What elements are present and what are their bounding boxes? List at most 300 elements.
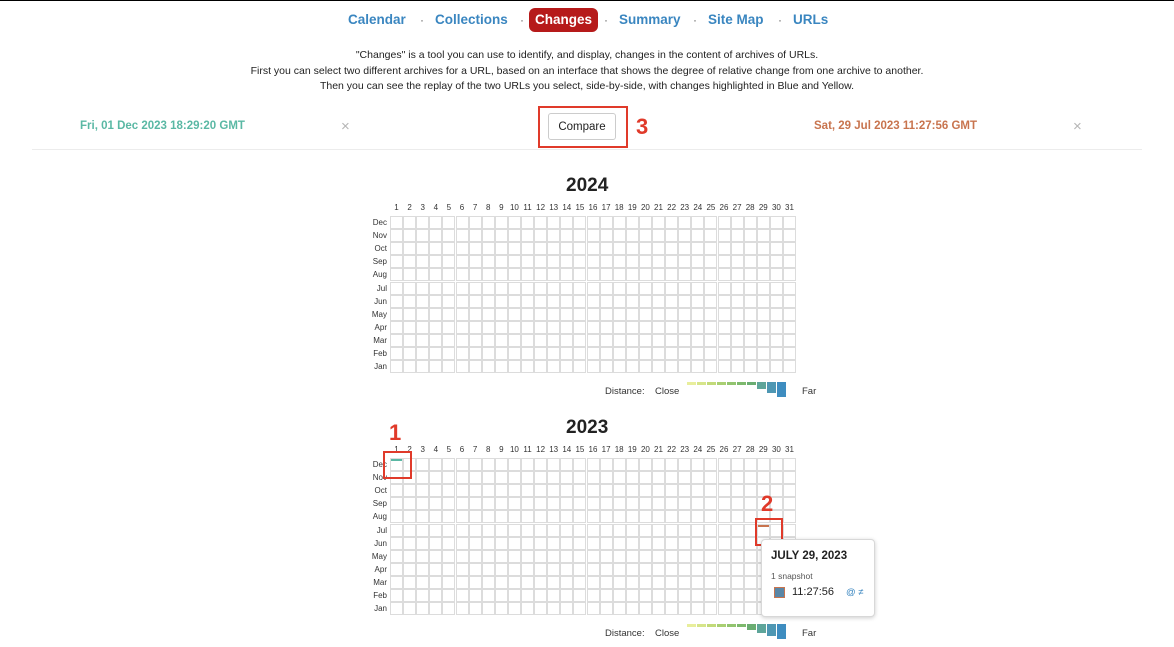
day-cell[interactable] — [416, 458, 429, 471]
day-cell[interactable] — [547, 229, 560, 242]
day-cell[interactable] — [691, 334, 704, 347]
day-cell[interactable] — [482, 576, 495, 589]
day-cell[interactable] — [495, 484, 508, 497]
day-cell[interactable] — [521, 563, 534, 576]
day-cell[interactable] — [521, 268, 534, 281]
day-cell[interactable] — [469, 563, 482, 576]
day-cell[interactable] — [639, 537, 652, 550]
day-cell[interactable] — [613, 229, 626, 242]
day-cell[interactable] — [416, 334, 429, 347]
day-cell[interactable] — [442, 308, 455, 321]
day-cell[interactable] — [469, 602, 482, 615]
day-cell[interactable] — [652, 471, 665, 484]
day-cell[interactable] — [534, 602, 547, 615]
day-cell[interactable] — [534, 268, 547, 281]
day-cell[interactable] — [731, 321, 744, 334]
day-cell[interactable] — [613, 268, 626, 281]
day-cell[interactable] — [390, 216, 403, 229]
day-cell[interactable] — [744, 563, 757, 576]
day-cell[interactable] — [573, 308, 586, 321]
day-cell[interactable] — [665, 458, 678, 471]
day-cell[interactable] — [718, 563, 731, 576]
day-cell[interactable] — [442, 334, 455, 347]
compare-button[interactable]: Compare — [548, 113, 616, 140]
day-cell[interactable] — [600, 484, 613, 497]
day-cell[interactable] — [456, 229, 469, 242]
day-cell[interactable] — [534, 497, 547, 510]
day-cell[interactable] — [600, 229, 613, 242]
day-cell[interactable] — [560, 484, 573, 497]
day-cell[interactable] — [783, 229, 796, 242]
day-cell[interactable] — [482, 602, 495, 615]
day-cell[interactable] — [390, 589, 403, 602]
day-cell[interactable] — [403, 497, 416, 510]
day-cell[interactable] — [691, 497, 704, 510]
day-cell[interactable] — [626, 471, 639, 484]
day-cell[interactable] — [521, 510, 534, 523]
day-cell[interactable] — [573, 537, 586, 550]
day-cell[interactable] — [495, 242, 508, 255]
day-cell[interactable] — [587, 550, 600, 563]
day-cell[interactable] — [665, 524, 678, 537]
day-cell[interactable] — [442, 576, 455, 589]
day-cell[interactable] — [783, 510, 796, 523]
day-cell[interactable] — [718, 282, 731, 295]
day-cell[interactable] — [547, 471, 560, 484]
day-cell[interactable] — [573, 497, 586, 510]
day-cell[interactable] — [403, 563, 416, 576]
day-cell[interactable] — [429, 321, 442, 334]
day-cell[interactable] — [456, 471, 469, 484]
day-cell[interactable] — [652, 242, 665, 255]
day-cell[interactable] — [731, 268, 744, 281]
day-cell[interactable] — [613, 550, 626, 563]
day-cell[interactable] — [560, 282, 573, 295]
day-cell[interactable] — [495, 268, 508, 281]
day-cell[interactable] — [718, 255, 731, 268]
day-cell[interactable] — [469, 255, 482, 268]
day-cell[interactable] — [560, 497, 573, 510]
day-cell[interactable] — [390, 321, 403, 334]
day-cell[interactable] — [704, 602, 717, 615]
day-cell[interactable] — [442, 229, 455, 242]
day-cell[interactable] — [783, 471, 796, 484]
day-cell[interactable] — [744, 268, 757, 281]
day-cell[interactable] — [390, 484, 403, 497]
day-cell[interactable] — [587, 282, 600, 295]
day-cell[interactable] — [639, 563, 652, 576]
day-cell[interactable] — [547, 360, 560, 373]
day-cell[interactable] — [469, 537, 482, 550]
day-cell[interactable] — [521, 360, 534, 373]
day-cell[interactable] — [704, 295, 717, 308]
day-cell[interactable] — [495, 308, 508, 321]
day-cell[interactable] — [704, 484, 717, 497]
day-cell[interactable] — [482, 524, 495, 537]
day-cell[interactable] — [626, 282, 639, 295]
day-cell[interactable] — [573, 321, 586, 334]
day-cell[interactable] — [429, 563, 442, 576]
day-cell[interactable] — [573, 216, 586, 229]
day-cell[interactable] — [547, 255, 560, 268]
day-cell[interactable] — [482, 229, 495, 242]
day-cell[interactable] — [744, 347, 757, 360]
day-cell[interactable] — [678, 255, 691, 268]
day-cell[interactable] — [416, 524, 429, 537]
day-cell[interactable] — [587, 268, 600, 281]
day-cell[interactable] — [783, 497, 796, 510]
clear-right-icon[interactable]: × — [1073, 118, 1082, 135]
day-cell[interactable] — [626, 497, 639, 510]
day-cell[interactable] — [521, 334, 534, 347]
day-cell[interactable] — [587, 471, 600, 484]
day-cell[interactable] — [456, 347, 469, 360]
day-cell[interactable] — [573, 347, 586, 360]
day-cell[interactable] — [547, 334, 560, 347]
day-cell[interactable] — [587, 589, 600, 602]
day-cell[interactable] — [456, 550, 469, 563]
day-cell[interactable] — [600, 321, 613, 334]
day-cell[interactable] — [390, 347, 403, 360]
day-cell[interactable] — [403, 268, 416, 281]
day-cell[interactable] — [573, 334, 586, 347]
clear-left-icon[interactable]: × — [341, 118, 350, 135]
day-cell[interactable] — [469, 282, 482, 295]
day-cell[interactable] — [704, 334, 717, 347]
day-cell[interactable] — [704, 537, 717, 550]
day-cell[interactable] — [442, 216, 455, 229]
day-cell[interactable] — [495, 458, 508, 471]
day-cell[interactable] — [416, 360, 429, 373]
day-cell[interactable] — [639, 576, 652, 589]
day-cell[interactable] — [560, 347, 573, 360]
day-cell[interactable] — [403, 360, 416, 373]
day-cell[interactable] — [757, 255, 770, 268]
day-cell[interactable] — [587, 308, 600, 321]
day-cell[interactable] — [416, 308, 429, 321]
day-cell[interactable] — [403, 576, 416, 589]
day-cell[interactable] — [587, 242, 600, 255]
day-cell[interactable] — [691, 282, 704, 295]
day-cell[interactable] — [547, 589, 560, 602]
day-cell[interactable] — [704, 471, 717, 484]
day-cell[interactable] — [600, 602, 613, 615]
day-cell[interactable] — [416, 550, 429, 563]
day-cell[interactable] — [469, 268, 482, 281]
day-cell[interactable] — [639, 295, 652, 308]
day-cell[interactable] — [626, 321, 639, 334]
day-cell[interactable] — [678, 347, 691, 360]
day-cell[interactable] — [429, 282, 442, 295]
day-cell[interactable] — [600, 347, 613, 360]
day-cell[interactable] — [704, 550, 717, 563]
day-cell[interactable] — [704, 563, 717, 576]
day-cell[interactable] — [390, 308, 403, 321]
day-cell[interactable] — [416, 589, 429, 602]
day-cell[interactable] — [744, 458, 757, 471]
day-cell[interactable] — [508, 295, 521, 308]
day-cell[interactable] — [534, 360, 547, 373]
day-cell[interactable] — [508, 321, 521, 334]
day-cell[interactable] — [678, 242, 691, 255]
day-cell[interactable] — [691, 216, 704, 229]
day-cell[interactable] — [573, 550, 586, 563]
day-cell[interactable] — [665, 216, 678, 229]
day-cell[interactable] — [691, 360, 704, 373]
day-cell[interactable] — [442, 282, 455, 295]
day-cell[interactable] — [731, 589, 744, 602]
day-cell[interactable] — [573, 282, 586, 295]
day-cell[interactable] — [495, 524, 508, 537]
day-cell[interactable] — [665, 360, 678, 373]
day-cell[interactable] — [678, 550, 691, 563]
day-cell[interactable] — [442, 484, 455, 497]
day-cell[interactable] — [534, 242, 547, 255]
nav-site-map[interactable]: Site Map — [708, 12, 764, 27]
day-cell[interactable] — [482, 550, 495, 563]
day-cell[interactable] — [652, 510, 665, 523]
day-cell[interactable] — [757, 282, 770, 295]
day-cell[interactable] — [508, 242, 521, 255]
day-cell[interactable] — [482, 321, 495, 334]
day-cell[interactable] — [547, 216, 560, 229]
tooltip-snapshot-time[interactable]: 11:27:56 — [792, 586, 835, 598]
day-cell[interactable] — [429, 458, 442, 471]
day-cell[interactable] — [626, 458, 639, 471]
day-cell[interactable] — [403, 216, 416, 229]
day-cell[interactable] — [456, 360, 469, 373]
day-cell[interactable] — [456, 308, 469, 321]
day-cell[interactable] — [613, 576, 626, 589]
day-cell[interactable] — [757, 458, 770, 471]
day-cell[interactable] — [429, 216, 442, 229]
day-cell[interactable] — [560, 563, 573, 576]
day-cell[interactable] — [547, 295, 560, 308]
day-cell[interactable] — [744, 334, 757, 347]
day-cell[interactable] — [770, 282, 783, 295]
day-cell[interactable] — [416, 295, 429, 308]
day-cell[interactable] — [456, 216, 469, 229]
day-cell[interactable] — [508, 360, 521, 373]
day-cell[interactable] — [534, 563, 547, 576]
day-cell[interactable] — [560, 295, 573, 308]
day-cell[interactable] — [691, 471, 704, 484]
day-cell[interactable] — [390, 295, 403, 308]
day-cell[interactable] — [652, 563, 665, 576]
day-cell[interactable] — [626, 360, 639, 373]
day-cell[interactable] — [613, 537, 626, 550]
day-cell[interactable] — [731, 524, 744, 537]
day-cell[interactable] — [521, 308, 534, 321]
day-cell[interactable] — [639, 229, 652, 242]
day-cell[interactable] — [469, 360, 482, 373]
day-cell[interactable] — [416, 229, 429, 242]
day-cell[interactable] — [403, 242, 416, 255]
day-cell[interactable] — [626, 550, 639, 563]
day-cell[interactable] — [600, 308, 613, 321]
day-cell[interactable] — [744, 360, 757, 373]
day-cell[interactable] — [639, 497, 652, 510]
day-cell[interactable] — [547, 563, 560, 576]
day-cell[interactable] — [573, 255, 586, 268]
day-cell[interactable] — [639, 347, 652, 360]
day-cell[interactable] — [718, 510, 731, 523]
day-cell[interactable] — [416, 537, 429, 550]
day-cell[interactable] — [613, 602, 626, 615]
day-cell[interactable] — [560, 255, 573, 268]
day-cell[interactable] — [652, 589, 665, 602]
nav-changes[interactable]: Changes — [529, 8, 598, 32]
day-cell[interactable] — [482, 497, 495, 510]
day-cell[interactable] — [547, 484, 560, 497]
day-cell[interactable] — [626, 347, 639, 360]
day-cell[interactable] — [521, 537, 534, 550]
day-cell[interactable] — [495, 347, 508, 360]
day-cell[interactable] — [403, 602, 416, 615]
day-cell[interactable] — [560, 589, 573, 602]
day-cell[interactable] — [639, 602, 652, 615]
day-cell[interactable] — [770, 229, 783, 242]
day-cell[interactable] — [456, 334, 469, 347]
day-cell[interactable] — [456, 537, 469, 550]
day-cell[interactable] — [573, 563, 586, 576]
day-cell[interactable] — [547, 242, 560, 255]
day-cell[interactable] — [652, 334, 665, 347]
day-cell[interactable] — [665, 321, 678, 334]
day-cell[interactable] — [691, 295, 704, 308]
day-cell[interactable] — [534, 321, 547, 334]
day-cell[interactable] — [770, 471, 783, 484]
day-cell[interactable] — [403, 484, 416, 497]
day-cell[interactable] — [613, 282, 626, 295]
day-cell[interactable] — [770, 308, 783, 321]
day-cell[interactable] — [665, 510, 678, 523]
day-cell[interactable] — [469, 242, 482, 255]
day-cell[interactable] — [652, 229, 665, 242]
day-cell[interactable] — [665, 563, 678, 576]
day-cell[interactable] — [600, 524, 613, 537]
day-cell[interactable] — [639, 255, 652, 268]
day-cell[interactable] — [416, 497, 429, 510]
day-cell[interactable] — [390, 524, 403, 537]
day-cell[interactable] — [587, 255, 600, 268]
day-cell[interactable] — [547, 510, 560, 523]
day-cell[interactable] — [731, 602, 744, 615]
day-cell[interactable] — [757, 295, 770, 308]
day-cell[interactable] — [482, 282, 495, 295]
day-cell[interactable] — [560, 360, 573, 373]
day-cell[interactable] — [547, 550, 560, 563]
nav-collections[interactable]: Collections — [435, 12, 508, 27]
day-cell[interactable] — [429, 484, 442, 497]
day-cell[interactable] — [665, 242, 678, 255]
day-cell[interactable] — [456, 295, 469, 308]
day-cell[interactable] — [442, 563, 455, 576]
day-cell[interactable] — [718, 229, 731, 242]
day-cell[interactable] — [495, 537, 508, 550]
day-cell[interactable] — [587, 295, 600, 308]
day-cell[interactable] — [508, 229, 521, 242]
day-cell[interactable] — [469, 229, 482, 242]
day-cell[interactable] — [442, 497, 455, 510]
day-cell[interactable] — [416, 268, 429, 281]
day-cell[interactable] — [652, 576, 665, 589]
day-cell[interactable] — [665, 602, 678, 615]
day-cell[interactable] — [469, 458, 482, 471]
day-cell[interactable] — [652, 295, 665, 308]
day-cell[interactable] — [429, 537, 442, 550]
day-cell[interactable] — [456, 255, 469, 268]
day-cell[interactable] — [416, 471, 429, 484]
day-cell[interactable] — [495, 550, 508, 563]
day-cell[interactable] — [573, 471, 586, 484]
day-cell[interactable] — [639, 360, 652, 373]
day-cell[interactable] — [613, 242, 626, 255]
day-cell[interactable] — [560, 308, 573, 321]
day-cell[interactable] — [626, 295, 639, 308]
day-cell[interactable] — [613, 360, 626, 373]
day-cell[interactable] — [508, 589, 521, 602]
day-cell[interactable] — [403, 255, 416, 268]
day-cell[interactable] — [482, 308, 495, 321]
day-cell[interactable] — [678, 576, 691, 589]
day-cell[interactable] — [547, 524, 560, 537]
day-cell[interactable] — [560, 242, 573, 255]
day-cell[interactable] — [456, 268, 469, 281]
day-cell[interactable] — [508, 510, 521, 523]
day-cell[interactable] — [639, 308, 652, 321]
day-cell[interactable] — [587, 321, 600, 334]
day-cell[interactable] — [469, 471, 482, 484]
day-cell[interactable] — [534, 295, 547, 308]
day-cell[interactable] — [613, 308, 626, 321]
day-cell[interactable] — [665, 576, 678, 589]
day-cell[interactable] — [665, 537, 678, 550]
day-cell[interactable] — [626, 216, 639, 229]
day-cell[interactable] — [482, 360, 495, 373]
day-cell[interactable] — [416, 563, 429, 576]
day-cell[interactable] — [678, 334, 691, 347]
day-cell[interactable] — [665, 484, 678, 497]
day-cell[interactable] — [429, 524, 442, 537]
day-cell[interactable] — [560, 216, 573, 229]
day-cell[interactable] — [691, 537, 704, 550]
day-cell[interactable] — [626, 602, 639, 615]
day-cell[interactable] — [678, 471, 691, 484]
day-cell[interactable] — [521, 602, 534, 615]
day-cell[interactable] — [495, 602, 508, 615]
day-cell[interactable] — [403, 550, 416, 563]
day-cell[interactable] — [482, 347, 495, 360]
day-cell[interactable] — [508, 602, 521, 615]
day-cell[interactable] — [613, 589, 626, 602]
nav-calendar[interactable]: Calendar — [348, 12, 406, 27]
day-cell[interactable] — [613, 334, 626, 347]
day-cell[interactable] — [469, 216, 482, 229]
day-cell[interactable] — [456, 589, 469, 602]
day-cell[interactable] — [704, 268, 717, 281]
day-cell[interactable] — [560, 334, 573, 347]
day-cell[interactable] — [456, 321, 469, 334]
day-cell[interactable] — [508, 216, 521, 229]
day-cell[interactable] — [626, 510, 639, 523]
day-cell[interactable] — [560, 576, 573, 589]
day-cell[interactable] — [390, 229, 403, 242]
day-cell[interactable] — [783, 295, 796, 308]
day-cell[interactable] — [626, 268, 639, 281]
day-cell[interactable] — [691, 550, 704, 563]
day-cell[interactable] — [547, 308, 560, 321]
